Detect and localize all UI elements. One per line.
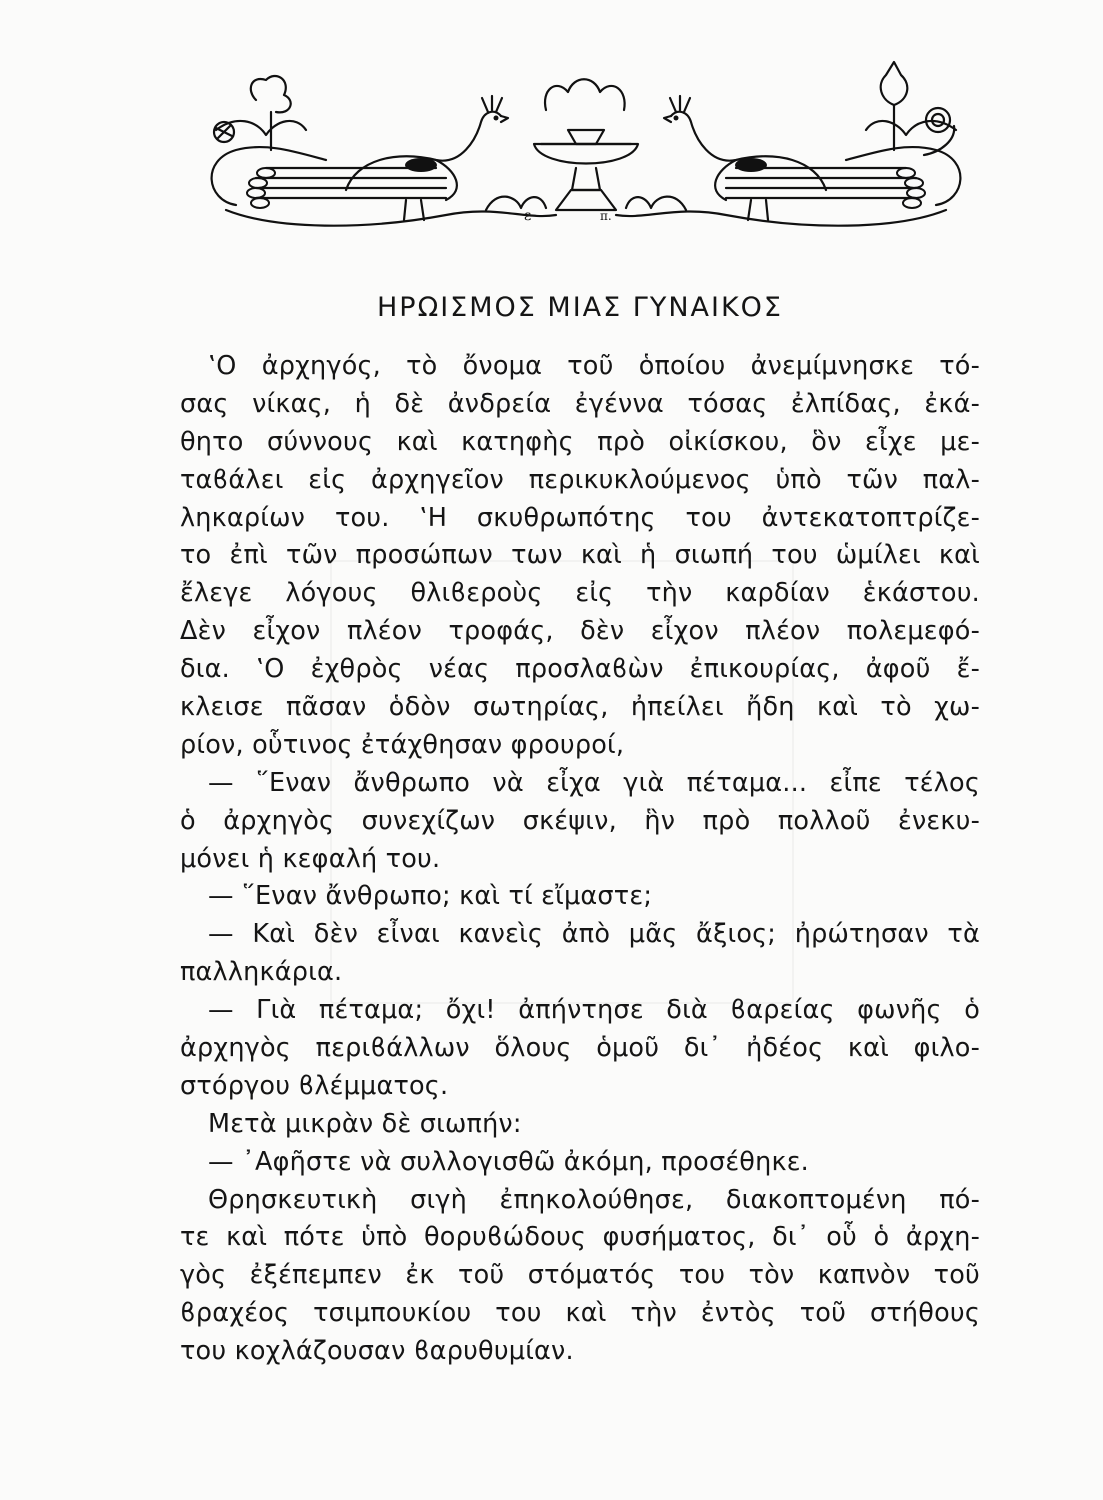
- text-line: ἀρχηγὸς περιϐάλλων ὅλους ὁμοῦ δι᾿ ἠδέος καὶ φιλο-: [180, 1033, 980, 1064]
- text-line: μόνει ἡ κεφαλή του.: [180, 843, 441, 874]
- text-line: — ᾿Αφῆστε νὰ συλλογισθῶ ἀκόμη, προσέθηκε.: [208, 1146, 809, 1177]
- text-line: ρίον, οὗτινος ἐτάχθησαν φρουροί,: [180, 729, 625, 760]
- text-line: ϐραχέος τσιμπουκίου του καὶ τὴν ἐντὸς τοῦ στήθους: [180, 1298, 980, 1329]
- text-line: τε καὶ πότε ὑπὸ θορυϐώδους φυσήματος, δι᾿ οὗ ὁ ἀρχη-: [180, 1222, 980, 1253]
- body-text: [180, 348, 980, 1371]
- text-line: — Καὶ δὲν εἶναι κανεὶς ἀπὸ μᾶς ἄξιος; ἠρώτησαν τὰ: [208, 919, 980, 950]
- text-line: Θρησκευτικὴ σιγὴ ἐπηκολούθησε, διακοπτομένη πό-: [208, 1184, 980, 1215]
- text-line: ‛Ο ἀρχηγός, τὸ ὄνομα τοῦ ὁποίου ἀνεμίμνησκε τό-: [208, 351, 980, 381]
- text-line: του κοχλάζουσαν ϐαρυθυμίαν.: [180, 1336, 574, 1367]
- text-line: σας νίκας, ἡ δὲ ἀνδρεία ἐγέννα τόσας ἐλπίδας, ἐκά-: [180, 388, 980, 419]
- text-line: — ῞Εναν ἄνθρωπο νὰ εἶχα γιὰ πέταμα... εἶπε τέλος: [208, 767, 980, 798]
- chapter-title: ΗΡΩΙΣΜΟΣ ΜΙΑΣ ΓΥΝΑΙΚΟΣ: [377, 292, 783, 323]
- text-line: γὸς ἐξέπεμπεν ἐκ τοῦ στόματός του τὸν καπνὸν τοῦ: [180, 1260, 980, 1291]
- text-line: Δὲν εἶχον πλέον τροφάς, δὲν εἶχον πλέον πολεμεφό-: [180, 616, 980, 647]
- text-line: στόργου ϐλέμματος.: [180, 1070, 449, 1101]
- text-line: ληκαρίων του. ‛Η σκυθρωπότης του ἀντεκατοπτρίζε-: [180, 502, 980, 533]
- text-line: θητο σύννους καὶ κατηφὴς πρὸ οἰκίσκου, ὃν εἶχε με-: [180, 426, 980, 457]
- text-line: κλεισε πᾶσαν ὁδὸν σωτηρίας, ἠπείλει ἤδη καὶ τὸ χω-: [180, 692, 980, 723]
- text-line: ἔλεγε λόγους θλιϐεροὺς εἰς τὴν καρδίαν ἑκάστου.: [180, 578, 980, 609]
- text-line: — Γιὰ πέταμα; ὄχι! ἀπήντησε διὰ ϐαρείας φωνῆς ὁ: [208, 995, 980, 1026]
- text-line: ὁ ἀρχηγὸς συνεχίζων σκέψιν, ἣν πρὸ πολλοῦ ἐνεκυ-: [180, 805, 980, 836]
- text-line: παλληκάρια.: [180, 957, 343, 988]
- peacock-fountain-headpiece: [196, 60, 976, 250]
- monogram-right: π.: [600, 209, 612, 223]
- monogram-left: ε: [524, 208, 532, 224]
- text-line: — ῞Εναν ἄνθρωπο; καὶ τί εἴμαστε;: [208, 881, 653, 912]
- text-line: το ἐπὶ τῶν προσώπων των καὶ ἡ σιωπή του ὡμίλει καὶ: [180, 540, 980, 571]
- text-line: Μετὰ μικρὰν δὲ σιωπήν:: [208, 1108, 522, 1139]
- text-line: δια. ‛Ο ἐχθρὸς νέας προσλαϐὼν ἐπικουρίας, ἀφοῦ ἔ-: [180, 654, 980, 685]
- text-line: ταϐάλει εἰς ἀρχηγεῖον περικυκλούμενος ὑπὸ τῶν παλ-: [180, 464, 980, 495]
